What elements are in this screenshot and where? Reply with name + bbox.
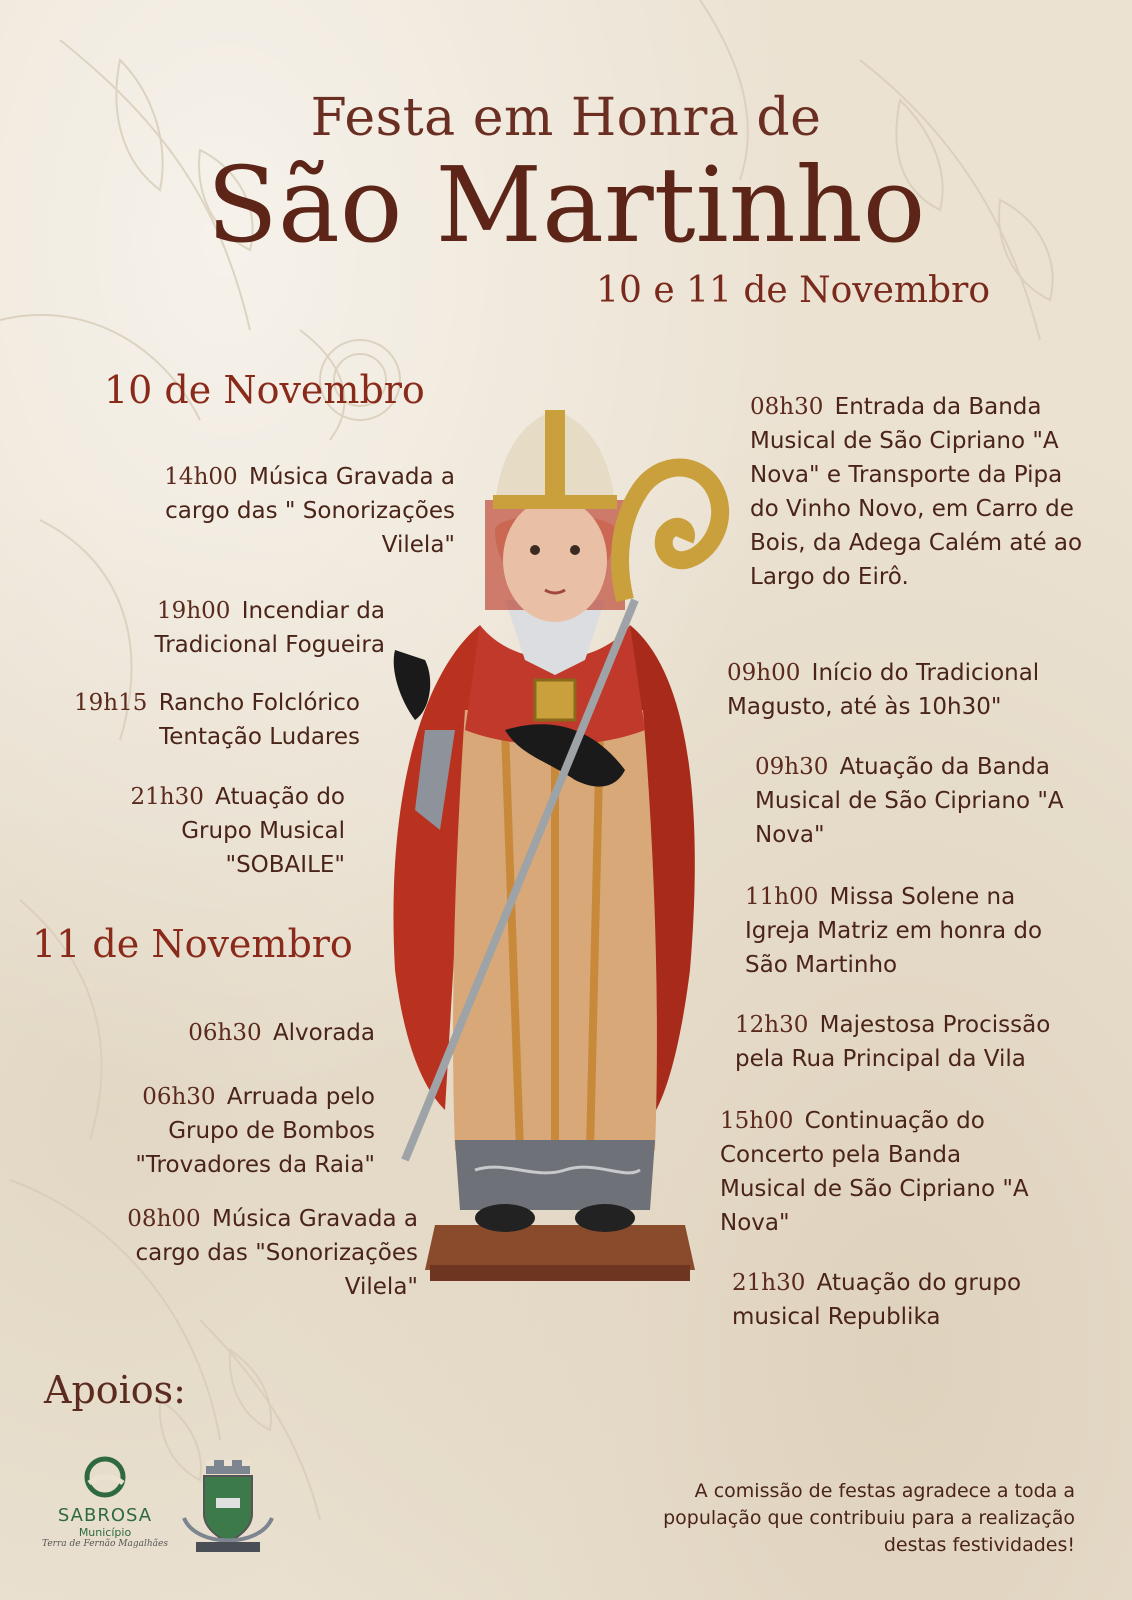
sabrosa-name: SABROSA: [57, 1505, 153, 1526]
thanks-message: A comissão de festas agradece a toda a população que contribuiu para a realização destas festividades!: [663, 1480, 1075, 1556]
schedule-item: [118, 1202, 418, 1304]
sabrosa-logo: [40, 1455, 170, 1549]
event-time: 08h00: [127, 1206, 201, 1232]
festival-dates: 10 e 11 de Novembro: [596, 270, 990, 311]
schedule-item: [100, 1016, 375, 1050]
event-text: Início do Tradicional Magusto, até às 10h30": [727, 660, 1040, 720]
event-time: 21h30: [732, 1270, 806, 1296]
event-text: Música Gravada a cargo das " Sonorizações Vilela": [165, 464, 455, 558]
event-text: Continuação do Concerto pela Banda Musical de São Cipriano "A Nova": [720, 1108, 1029, 1236]
schedule-item: [750, 390, 1090, 594]
event-text: Música Gravada a cargo das "Sonorizações Vilela": [135, 1206, 418, 1300]
sponsors-heading: Apoios:: [44, 1368, 186, 1412]
event-time: 06h30: [142, 1084, 216, 1110]
event-time: 14h00: [164, 464, 238, 490]
day1-heading: 10 de Novembro: [104, 368, 425, 412]
schedule-item: [735, 1008, 1095, 1076]
schedule-item: [100, 1080, 375, 1182]
event-text: Atuação do Grupo Musical "SOBAILE": [181, 784, 345, 878]
day2-heading: 11 de Novembro: [32, 922, 353, 966]
event-text: Atuação da Banda Musical de São Cipriano "A Nova": [755, 754, 1064, 848]
schedule-item: [60, 686, 360, 754]
event-text: Majestosa Procissão pela Rua Principal da Vila: [735, 1012, 1051, 1072]
event-time: 21h30: [130, 784, 204, 810]
event-time: 15h00: [720, 1108, 794, 1134]
event-time: 11h00: [745, 884, 819, 910]
event-text: Atuação do grupo musical Republika: [732, 1270, 1022, 1330]
event-time: 19h15: [74, 690, 148, 716]
schedule-item: [100, 780, 345, 882]
schedule-item: [120, 594, 385, 662]
event-text: Rancho Folclórico Tentação Ludares: [158, 690, 360, 750]
schedule-item: [720, 1104, 1050, 1240]
parish-crest-icon: [176, 1458, 280, 1558]
event-time: 19h00: [157, 598, 231, 624]
event-time: 12h30: [735, 1012, 809, 1038]
schedule-item: [755, 750, 1095, 852]
event-text: Incendiar da Tradicional Fogueira: [154, 598, 385, 658]
saint-statue-image: [385, 410, 730, 1310]
event-time: 09h00: [727, 660, 801, 686]
title-line1: Festa em Honra de: [310, 88, 822, 148]
sabrosa-swirl-icon: [75, 1455, 135, 1499]
event-time: 08h30: [750, 394, 824, 420]
event-text: Entrada da Banda Musical de São Cipriano "A Nova" e Transporte da Pipa do Vinho Novo, em Carro de Bois, da Adega Calém até ao Largo do Eirô.: [750, 394, 1083, 590]
schedule-item: [745, 880, 1075, 982]
event-time: 06h30: [188, 1020, 262, 1046]
event-text: Missa Solene na Igreja Matriz em honra do São Martinho: [745, 884, 1043, 978]
event-text: Alvorada: [272, 1020, 375, 1046]
schedule-item: [732, 1266, 1062, 1334]
event-time: 09h30: [755, 754, 829, 780]
event-text: Arruada pelo Grupo de Bombos "Trovadores da Raia": [135, 1084, 375, 1178]
page-title: São Martinho: [206, 144, 926, 266]
sabrosa-slogan: Terra de Fernão Magalhães: [42, 1539, 168, 1549]
sabrosa-subtitle: Município: [78, 1526, 132, 1539]
schedule-item: [727, 656, 1082, 724]
